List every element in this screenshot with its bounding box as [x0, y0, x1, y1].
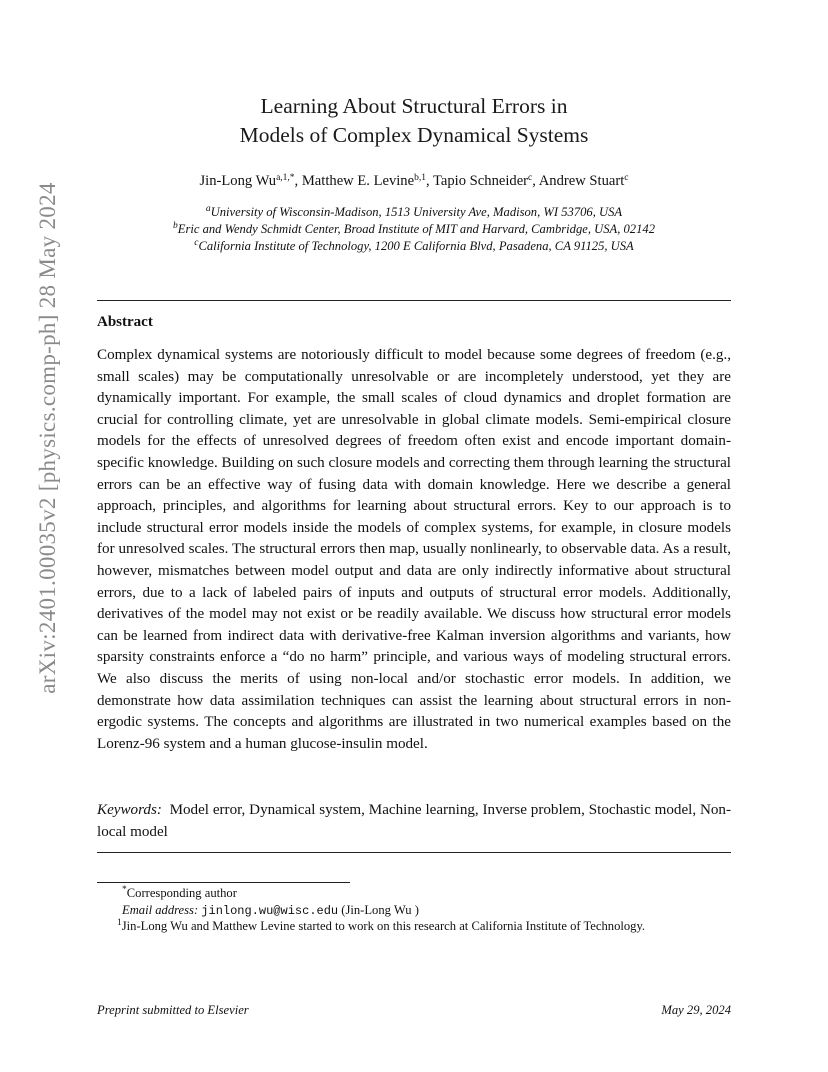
abstract-body: Complex dynamical systems are notoriously difficult to model because some degrees of freedom (e.g., small scales) may be computationally unresolvable or are incompletely understood, yet they are dynamically important. For example, the small scales of cloud dynamics and droplet formation are crucial for controlling climate, yet are unresolvable in global climate models. Semi-empirical closure models for the effects of unresolved degrees of freedom often exist and encode important domain-specific knowledge. Building on such closure models and correcting them through learning the structural errors can be an effective way of fusing data with domain knowledge. Here we describe a general approach, principles, and algorithms for learning about structural errors. Key to our approach is to include structural error models inside the models of complex systems, for example, in closure models for unresolved scales. The structural errors then map, usually nonlinearly, to observable data. As a result, however, mismatches between model output and data are only indirectly informative about structural errors, due to a lack of labeled pairs of inputs and outputs of structural error models. Additionally, derivatives of the model may not exist or be readily available. We discuss how structural error models can be learned from indirect data with derivative-free Kalman inversion algorithms and variants, how sparsity constraints enforce a “do no harm” principle, and various ways of modeling structural errors. We also discuss the merits of using non-local and/or stochastic error models. In addition, we demonstrate how data assimilation techniques can assist the learning about structural errors in non-ergodic systems. The concepts and algorithms are illustrated in two numerical examples based on the Lorenz-96 system and a human glucose-insulin model.	[97, 347, 731, 752]
affiliation	[0, 204, 828, 221]
footnote-email	[122, 903, 722, 918]
arxiv-stamp-text: arXiv:2401.00035v2 [physics.comp-ph] 28 May 2024	[35, 182, 60, 694]
paper-title	[0, 92, 828, 150]
author	[302, 173, 426, 189]
footnote-corresponding-text: Corresponding author	[126, 886, 237, 900]
email-link[interactable]: jinlong.wu@wisc.edu	[201, 904, 339, 918]
author-name: Jin-Long Wu	[199, 173, 277, 189]
footnote-1	[117, 919, 757, 934]
footnote-mark: *	[122, 885, 127, 895]
footer-preprint-note: Preprint submitted to Elsevier	[97, 1003, 249, 1017]
title-line-2: Models of Complex Dynamical Systems	[239, 123, 589, 147]
author-list	[0, 173, 828, 190]
keywords-label: Keywords:	[97, 802, 162, 818]
author-affiliation-mark: c	[624, 173, 629, 183]
footnote-mark: 1	[117, 918, 122, 928]
author-affiliation-mark: a,1,*	[276, 173, 295, 183]
affiliation-text: Eric and Wendy Schmidt Center, Broad Institute of MIT and Harvard, Cambridge, USA, 02142	[177, 222, 655, 236]
abstract-bottom-rule	[97, 852, 731, 853]
footnote-1-text: Jin-Long Wu and Matthew Levine started to work on this research at California Institute of Technology.	[121, 919, 646, 933]
author-affiliation-mark: b,1	[414, 173, 426, 183]
author-separator: ,	[294, 173, 302, 189]
title-line-1: Learning About Structural Errors in	[260, 94, 568, 118]
author-separator: ,	[532, 173, 539, 189]
author-separator: ,	[425, 173, 434, 189]
affiliation-text: University of Wisconsin-Madison, 1513 University Ave, Madison, WI 53706, USA	[210, 205, 623, 219]
affiliation-mark: b	[173, 221, 178, 231]
footer-date: May 29, 2024	[661, 1003, 731, 1017]
email-suffix: (Jin-Long Wu )	[341, 903, 419, 917]
author-affiliation-mark: c	[528, 173, 533, 183]
affiliation-mark: c	[194, 238, 199, 248]
author	[433, 173, 532, 189]
author-name: Tapio Schneider	[433, 173, 529, 189]
affiliation	[0, 238, 828, 255]
email-label: Email address:	[122, 903, 199, 917]
abstract-heading: Abstract	[97, 314, 153, 330]
author-name: Matthew E. Levine	[301, 173, 415, 189]
abstract-top-rule	[97, 300, 731, 301]
author-name: Andrew Stuart	[538, 173, 625, 189]
affiliation-text: California Institute of Technology, 1200 E California Blvd, Pasadena, CA 91125, USA	[198, 239, 634, 253]
affiliation-list	[0, 204, 828, 255]
footnote-rule	[97, 882, 350, 883]
footnote-corresponding	[122, 886, 722, 901]
affiliation-mark: a	[205, 204, 211, 214]
keywords	[97, 800, 731, 843]
author	[539, 173, 629, 189]
keywords-text: Model error, Dynamical system, Machine learning, Inverse problem, Stochastic model, Non-local model	[97, 802, 731, 840]
affiliation	[0, 221, 828, 238]
author	[199, 173, 294, 189]
